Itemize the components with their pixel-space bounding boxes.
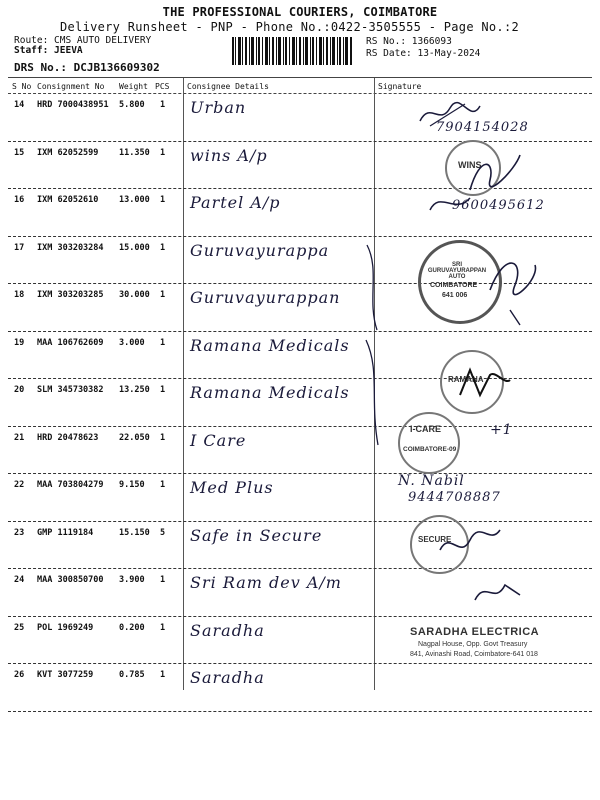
row-sno: 24: [14, 575, 25, 585]
signature-row23: [435, 525, 505, 565]
header-rule: [8, 93, 592, 94]
row-consignment-no: MAA 703804279: [37, 480, 104, 490]
row-divider: [8, 663, 592, 664]
row-consignee-handwriting: Ramana Medicals: [190, 335, 350, 355]
row-consignee-handwriting: I Care: [190, 430, 247, 450]
row-sno: 16: [14, 195, 25, 205]
row-consignment-no: POL 1969249: [37, 622, 94, 633]
row-pcs: 1: [160, 575, 166, 585]
runsheet-heading: Delivery Runsheet - PNP - Phone No.:0422-3505555 - Page No.:2: [60, 20, 520, 34]
sig16-phone: 9600495612: [452, 198, 545, 213]
row-consignment-no: KVT 3077259: [37, 670, 94, 680]
row-consignee-handwriting: Safe in Secure: [190, 525, 323, 545]
row-weight: 5.800: [119, 100, 145, 110]
row-pcs: 1: [160, 290, 166, 300]
row-weight: 0.785: [119, 670, 145, 680]
guruvayurappan-stamp-pin: 641 006: [442, 292, 468, 299]
col-pcs: PCS: [155, 82, 170, 91]
ramana-stamp-text: RAMANA: [448, 375, 484, 384]
row-divider: [8, 236, 592, 237]
row-consignee-handwriting: Ramana Medicals: [190, 383, 350, 402]
row21-mark: +1: [490, 422, 513, 438]
sig22-name: N. Nabil: [398, 473, 465, 489]
rs-date: RS Date: 13-May-2024: [366, 48, 481, 59]
row-sno: 14: [14, 100, 25, 110]
drs-number: DRS No.: DCJB136609302: [14, 61, 160, 74]
row-pcs: 1: [160, 432, 166, 443]
row-weight: 3.000: [119, 337, 145, 348]
row-sno: 15: [14, 147, 25, 158]
row-consignee-handwriting: Urban: [190, 98, 247, 117]
row-divider: [8, 521, 592, 522]
row-consignee-handwriting: wins A/p: [190, 145, 268, 165]
col-consignment: Consignment No: [37, 82, 105, 91]
row-weight: 3.900: [119, 575, 145, 585]
consignee-divider: [183, 78, 184, 690]
row-consignment-no: SLM 345730382: [37, 385, 104, 395]
col-signature: Signature: [378, 82, 422, 91]
row-divider: [8, 616, 592, 617]
signature-row20: [455, 365, 515, 405]
row-weight: 15.150: [119, 527, 150, 538]
wins-stamp-text: WINS: [458, 160, 482, 170]
row-consignee-handwriting: Partel A/p: [190, 193, 281, 212]
row-divider: [8, 568, 592, 569]
row-consignee-handwriting: Saradha: [190, 668, 265, 687]
staff-label: Staff: JEEVA: [14, 45, 83, 56]
rs-number: RS No.: 1366093: [366, 36, 452, 47]
row-consignee-handwriting: Guruvayurappa: [190, 240, 330, 260]
row-consignee-handwriting: Saradha: [190, 620, 265, 640]
row-pcs: 1: [160, 337, 166, 348]
barcode-icon: [232, 37, 352, 65]
sig22-phone: 9444708887: [408, 490, 501, 505]
guruvayurappan-stamp-name: SRI GURUVAYURAPPAN AUTO: [427, 262, 487, 280]
row-weight: 30.000: [119, 290, 150, 300]
guruvayurappan-stamp-city: COIMBATORE: [430, 282, 478, 289]
col-weight: Weight: [119, 82, 148, 91]
row-sno: 18: [14, 290, 25, 300]
row-pcs: 1: [160, 147, 166, 158]
route-label: Route: CMS AUTO DELIVERY: [14, 35, 152, 46]
row-pcs: 1: [160, 242, 166, 253]
saradha-stamp-line1: Nagpal House, Opp. Govt Treasury: [418, 641, 528, 648]
row-sno: 21: [14, 432, 25, 443]
row-consignee-handwriting: Sri Ram dev A/m: [190, 573, 342, 592]
row-weight: 22.050: [119, 432, 150, 443]
company-title: THE PROFESSIONAL COURIERS, COIMBATORE: [162, 5, 438, 19]
row-sno: 22: [14, 480, 25, 490]
row-consignment-no: HRD 20478623: [37, 432, 99, 443]
row-consignment-no: GMP 1119184: [37, 527, 94, 538]
signature-row24: [470, 575, 530, 610]
icare-stamp-name: I-CARE: [410, 424, 441, 434]
row-pcs: 1: [160, 480, 166, 490]
row-weight: 15.000: [119, 242, 150, 253]
row-sno: 23: [14, 527, 25, 538]
row-pcs: 1: [160, 100, 166, 110]
row-consignment-no: IXM 303203285: [37, 290, 104, 300]
row-sno: 19: [14, 337, 25, 348]
row-sno: 25: [14, 622, 25, 633]
secure-stamp-text: SECURE: [418, 535, 452, 544]
table-top-rule: [8, 77, 592, 78]
row-pcs: 1: [160, 385, 166, 395]
row-divider: [8, 473, 592, 474]
row-consignment-no: MAA 300850700: [37, 575, 104, 585]
row-consignment-no: MAA 106762609: [37, 337, 104, 348]
sig14-phone: 7904154028: [436, 120, 529, 135]
row-pcs: 1: [160, 670, 166, 680]
row-weight: 0.200: [119, 622, 145, 633]
col-sno: S No: [12, 82, 32, 91]
row-divider: [8, 141, 592, 142]
signature-row17: [480, 250, 550, 330]
row-pcs: 1: [160, 622, 166, 633]
row-consignment-no: IXM 62052599: [37, 147, 99, 158]
icare-stamp-city: COIMBATORE-09: [403, 446, 457, 453]
row-divider: [8, 331, 592, 332]
row-weight: 13.000: [119, 195, 150, 205]
row-pcs: 1: [160, 195, 166, 205]
col-consignee: Consignee Details: [187, 82, 269, 91]
row-sno: 20: [14, 385, 25, 395]
row-weight: 9.150: [119, 480, 145, 490]
saradha-stamp-name: SARADHA ELECTRICA: [410, 626, 540, 638]
row-sno: 17: [14, 242, 25, 253]
row-weight: 11.350: [119, 147, 150, 158]
row-divider: [8, 711, 592, 712]
row-consignee-handwriting: Guruvayurappan: [190, 288, 341, 307]
row-sno: 26: [14, 670, 25, 680]
row-consignee-handwriting: Med Plus: [190, 478, 274, 497]
saradha-stamp-line2: 841, Avinashi Road, Coimbatore-641 018: [410, 651, 538, 658]
icare-stamp: [398, 412, 460, 474]
consignee-brackets: [362, 240, 384, 450]
row-weight: 13.250: [119, 385, 150, 395]
row-pcs: 5: [160, 527, 166, 538]
row-consignment-no: HRD 7000438951: [37, 100, 109, 110]
row-consignment-no: IXM 62052610: [37, 195, 99, 205]
row-consignment-no: IXM 303203284: [37, 242, 104, 253]
